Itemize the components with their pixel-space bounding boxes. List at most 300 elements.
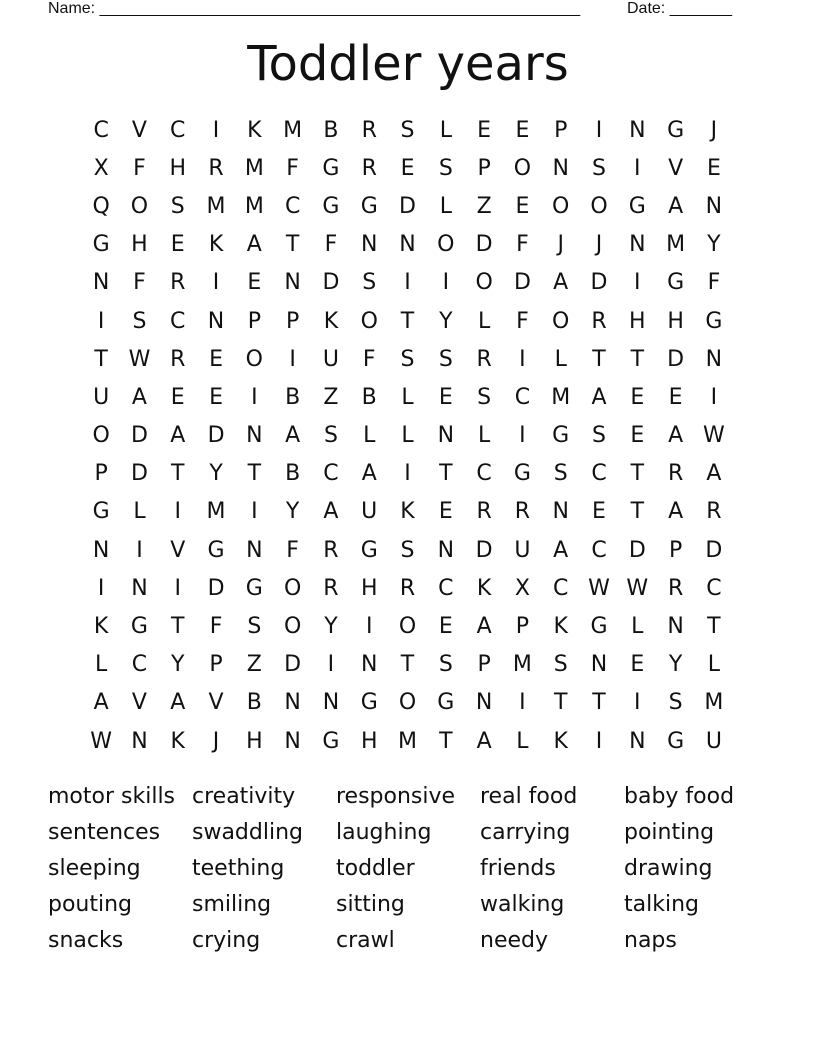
- grid-letter: G: [360, 690, 378, 716]
- grid-letter: N: [284, 270, 301, 296]
- grid-letter: M: [704, 690, 724, 716]
- grid-letter: G: [245, 575, 263, 601]
- grid-letter: N: [207, 308, 225, 334]
- grid-letter: M: [283, 117, 303, 143]
- word-list-item: crying: [192, 927, 261, 953]
- grid-letter: E: [438, 614, 453, 640]
- grid-letter: G: [92, 499, 110, 525]
- grid-letter: K: [323, 308, 339, 334]
- grid-letter: N: [590, 652, 608, 678]
- grid-letter: F: [133, 155, 146, 181]
- grid-letter: J: [212, 728, 220, 754]
- grid-letter: N: [552, 499, 569, 525]
- grid-letter: M: [398, 728, 418, 754]
- letter-grid: [82, 111, 734, 760]
- grid-letter: I: [212, 117, 220, 143]
- grid-letter: P: [247, 308, 261, 334]
- grid-letter: N: [437, 537, 455, 563]
- word-list-item: needy: [480, 927, 548, 953]
- grid-letter: L: [631, 614, 644, 640]
- grid-letter: E: [515, 117, 530, 143]
- grid-letter: C: [591, 537, 607, 563]
- grid-letter: I: [710, 384, 718, 410]
- grid-letter: U: [322, 346, 339, 372]
- date-field-label: Date: _______: [627, 0, 732, 17]
- grid-letter: B: [285, 461, 301, 487]
- grid-letter: E: [668, 384, 683, 410]
- grid-letter: G: [130, 614, 148, 640]
- grid-letter: Y: [668, 652, 683, 678]
- grid-letter: R: [667, 461, 684, 487]
- grid-letter: O: [398, 614, 417, 640]
- grid-letter: G: [628, 193, 646, 219]
- word-list-item: swaddling: [192, 820, 303, 846]
- grid-letter: I: [97, 575, 105, 601]
- grid-letter: N: [629, 728, 646, 754]
- grid-letter: R: [323, 575, 339, 601]
- grid-letter: Y: [707, 232, 721, 258]
- grid-letter: C: [438, 575, 454, 601]
- word-list-item: carrying: [480, 820, 571, 846]
- grid-letter: K: [208, 232, 224, 258]
- grid-letter: E: [209, 384, 223, 410]
- grid-letter: G: [590, 614, 608, 640]
- grid-letter: M: [512, 652, 532, 678]
- grid-letter: M: [666, 232, 686, 258]
- grid-letter: E: [170, 384, 185, 410]
- grid-letter: S: [477, 384, 492, 410]
- grid-letter: A: [668, 423, 684, 449]
- grid-letter: W: [588, 575, 610, 601]
- grid-letter: F: [133, 270, 146, 296]
- grid-letter: R: [476, 346, 492, 372]
- grid-letter: R: [476, 499, 492, 525]
- grid-letter: D: [399, 193, 416, 219]
- grid-letter: F: [362, 346, 376, 372]
- grid-letter: R: [361, 117, 377, 143]
- grid-letter: O: [360, 308, 378, 334]
- grid-letter: N: [322, 690, 340, 716]
- grid-letter: D: [667, 346, 685, 372]
- grid-letter: V: [170, 537, 186, 563]
- grid-letter: D: [590, 270, 608, 296]
- grid-letter: O: [283, 614, 302, 640]
- grid-letter: F: [209, 614, 223, 640]
- grid-letter: R: [514, 499, 531, 525]
- grid-letter: N: [705, 346, 723, 372]
- grid-letter: Z: [476, 193, 492, 219]
- grid-letter: C: [553, 575, 569, 601]
- word-list-item: smiling: [192, 891, 272, 917]
- grid-letter: A: [706, 461, 722, 487]
- grid-letter: F: [324, 232, 338, 258]
- grid-letter: Z: [246, 652, 262, 678]
- grid-letter: C: [706, 575, 722, 601]
- grid-letter: C: [591, 461, 607, 487]
- grid-letter: L: [363, 423, 376, 449]
- grid-letter: Y: [171, 652, 185, 678]
- grid-letter: P: [477, 652, 491, 678]
- grid-letter: H: [629, 308, 646, 334]
- grid-letter: I: [174, 499, 181, 525]
- grid-letter: N: [246, 423, 263, 449]
- grid-letter: D: [207, 575, 225, 601]
- grid-letter: M: [206, 499, 226, 525]
- grid-letter: J: [595, 232, 603, 258]
- grid-letter: F: [516, 232, 529, 258]
- grid-letter: E: [515, 193, 530, 219]
- grid-letter: B: [246, 690, 262, 716]
- grid-letter: W: [128, 346, 151, 372]
- grid-letter: I: [97, 308, 105, 334]
- grid-letter: I: [634, 690, 641, 716]
- grid-letter: W: [703, 423, 725, 449]
- grid-letter: R: [591, 308, 607, 334]
- grid-letter: H: [246, 728, 263, 754]
- word-list-item: baby food: [624, 784, 735, 810]
- grid-letter: R: [399, 575, 416, 601]
- grid-letter: A: [476, 614, 492, 640]
- grid-letter: T: [553, 690, 568, 716]
- grid-letter: D: [322, 270, 340, 296]
- grid-letter: S: [400, 537, 415, 563]
- grid-letter: V: [131, 690, 147, 716]
- word-list-item: responsive: [336, 784, 456, 810]
- grid-letter: I: [634, 270, 641, 296]
- grid-letter: A: [476, 728, 492, 754]
- grid-letter: I: [212, 270, 220, 296]
- grid-letter: M: [244, 193, 264, 219]
- grid-letter: I: [365, 614, 373, 640]
- grid-letter: I: [595, 117, 603, 143]
- grid-letter: G: [667, 728, 685, 754]
- grid-letter: R: [706, 499, 722, 525]
- grid-letter: H: [360, 728, 378, 754]
- grid-letter: T: [439, 461, 453, 487]
- grid-letter: A: [668, 499, 684, 525]
- word-list-item: walking: [480, 891, 565, 917]
- grid-letter: E: [630, 384, 645, 410]
- grid-letter: N: [475, 690, 493, 716]
- grid-letter: O: [92, 423, 110, 449]
- grid-letter: N: [92, 537, 110, 563]
- grid-letter: O: [590, 193, 608, 219]
- grid-letter: I: [136, 537, 143, 563]
- grid-letter: R: [667, 575, 684, 601]
- grid-letter: L: [516, 728, 529, 754]
- grid-letter: E: [438, 384, 453, 410]
- word-list-item: motor skills: [48, 784, 176, 810]
- grid-letter: N: [246, 537, 263, 563]
- grid-letter: O: [475, 270, 493, 296]
- grid-letter: A: [131, 384, 147, 410]
- grid-letter: A: [668, 193, 684, 219]
- grid-letter: E: [477, 117, 492, 143]
- grid-letter: A: [361, 461, 377, 487]
- word-list-item: creativity: [192, 784, 296, 810]
- grid-letter: I: [404, 270, 411, 296]
- grid-letter: C: [323, 461, 339, 487]
- grid-letter: K: [476, 575, 492, 601]
- grid-letter: T: [630, 346, 645, 372]
- grid-letter: M: [244, 155, 264, 181]
- word-list-item: pointing: [624, 820, 715, 846]
- grid-letter: I: [519, 690, 526, 716]
- grid-letter: P: [209, 652, 223, 678]
- grid-letter: S: [438, 652, 453, 678]
- grid-letter: E: [209, 346, 223, 372]
- grid-letter: C: [284, 193, 301, 219]
- grid-letter: G: [207, 537, 225, 563]
- grid-letter: T: [630, 499, 645, 525]
- grid-letter: L: [477, 308, 491, 334]
- grid-letter: D: [130, 461, 148, 487]
- grid-letter: D: [475, 232, 493, 258]
- grid-letter: E: [630, 652, 645, 678]
- grid-letter: E: [438, 499, 453, 525]
- grid-letter: A: [170, 690, 186, 716]
- word-list-item: friends: [480, 855, 556, 881]
- grid-letter: S: [438, 155, 453, 181]
- grid-letter: N: [284, 690, 301, 716]
- word-list-item: sentences: [48, 820, 161, 846]
- grid-letter: O: [552, 308, 570, 334]
- grid-letter: L: [439, 117, 452, 143]
- grid-letter: T: [707, 614, 721, 640]
- grid-letter: A: [246, 232, 262, 258]
- grid-letter: G: [705, 308, 723, 334]
- grid-letter: T: [94, 346, 108, 372]
- word-list-item: real food: [480, 784, 578, 810]
- grid-letter: C: [514, 384, 531, 410]
- grid-letter: J: [710, 117, 718, 143]
- word-list-item: naps: [624, 927, 677, 953]
- grid-letter: Y: [439, 308, 453, 334]
- grid-letter: R: [323, 537, 339, 563]
- grid-letter: L: [554, 346, 567, 372]
- grid-letter: N: [284, 728, 301, 754]
- grid-letter: G: [92, 232, 110, 258]
- grid-letter: C: [170, 117, 186, 143]
- grid-letter: G: [360, 193, 378, 219]
- grid-letter: E: [247, 270, 262, 296]
- grid-letter: R: [208, 155, 224, 181]
- grid-letter: E: [706, 155, 721, 181]
- grid-letter: N: [629, 232, 646, 258]
- grid-letter: A: [553, 537, 569, 563]
- word-list-item: sleeping: [48, 855, 141, 881]
- grid-letter: E: [170, 232, 185, 258]
- word-list-item: drawing: [624, 855, 713, 881]
- grid-letter: I: [289, 346, 296, 372]
- word-list-item: talking: [624, 891, 699, 917]
- grid-letter: P: [668, 537, 683, 563]
- grid-letter: X: [93, 155, 109, 181]
- grid-letter: N: [552, 155, 569, 181]
- grid-letter: T: [171, 614, 185, 640]
- grid-letter: K: [400, 499, 415, 525]
- grid-letter: T: [592, 346, 606, 372]
- grid-letter: O: [437, 232, 455, 258]
- grid-letter: N: [705, 193, 723, 219]
- grid-letter: F: [707, 270, 721, 296]
- grid-letter: K: [553, 614, 568, 640]
- grid-letter: T: [171, 461, 185, 487]
- grid-letter: C: [131, 652, 148, 678]
- grid-letter: S: [592, 423, 606, 449]
- grid-letter: K: [170, 728, 185, 754]
- word-list-item: snacks: [48, 927, 124, 953]
- header: [48, 0, 748, 20]
- grid-letter: P: [94, 461, 108, 487]
- grid-letter: I: [404, 461, 411, 487]
- grid-letter: F: [516, 308, 529, 334]
- grid-letter: N: [360, 232, 378, 258]
- grid-letter: D: [628, 537, 646, 563]
- grid-letter: O: [552, 193, 570, 219]
- grid-letter: A: [170, 423, 186, 449]
- grid-letter: I: [251, 384, 258, 410]
- word-list-item: toddler: [336, 855, 415, 881]
- grid-letter: I: [327, 652, 335, 678]
- grid-letter: S: [668, 690, 683, 716]
- grid-letter: U: [514, 537, 531, 563]
- word-list-item: pouting: [48, 891, 133, 917]
- grid-letter: T: [592, 690, 606, 716]
- grid-letter: P: [477, 155, 491, 181]
- grid-letter: L: [477, 423, 491, 449]
- grid-letter: S: [400, 117, 415, 143]
- grid-letter: D: [130, 423, 148, 449]
- grid-letter: W: [626, 575, 649, 601]
- grid-letter: A: [591, 384, 607, 410]
- name-field-label: Name: ______________________________________________________: [48, 0, 581, 17]
- grid-letter: D: [475, 537, 493, 563]
- grid-letter: U: [705, 728, 722, 754]
- grid-letter: N: [92, 270, 110, 296]
- grid-letter: G: [437, 690, 455, 716]
- grid-letter: N: [629, 117, 646, 143]
- grid-letter: V: [131, 117, 147, 143]
- grid-letter: S: [132, 308, 147, 334]
- grid-letter: H: [131, 232, 148, 258]
- grid-letter: R: [361, 155, 377, 181]
- grid-letter: G: [667, 270, 685, 296]
- grid-letter: Z: [323, 384, 339, 410]
- grid-letter: I: [442, 270, 450, 296]
- grid-letter: C: [170, 308, 186, 334]
- grid-letter: P: [554, 117, 568, 143]
- grid-letter: V: [208, 690, 224, 716]
- grid-letter: S: [400, 346, 415, 372]
- grid-letter: A: [93, 690, 109, 716]
- page-title: Toddler years: [247, 36, 569, 92]
- word-list-item: sitting: [336, 891, 405, 917]
- grid-letter: G: [322, 193, 340, 219]
- grid-letter: N: [131, 728, 148, 754]
- grid-letter: S: [170, 193, 185, 219]
- grid-letter: G: [322, 728, 340, 754]
- grid-letter: O: [283, 575, 302, 601]
- grid-letter: L: [707, 652, 721, 678]
- grid-letter: B: [361, 384, 377, 410]
- grid-letter: P: [285, 308, 300, 334]
- grid-letter: W: [90, 728, 113, 754]
- grid-letter: S: [438, 346, 453, 372]
- word-list: [48, 779, 808, 958]
- grid-letter: L: [439, 193, 452, 219]
- grid-letter: T: [439, 728, 453, 754]
- grid-letter: E: [630, 423, 645, 449]
- grid-letter: J: [557, 232, 564, 258]
- grid-letter: H: [360, 575, 378, 601]
- grid-letter: E: [400, 155, 415, 181]
- grid-letter: D: [207, 423, 225, 449]
- grid-letter: S: [553, 461, 568, 487]
- grid-letter: I: [595, 728, 603, 754]
- grid-letter: U: [93, 384, 110, 410]
- grid-letter: S: [592, 155, 606, 181]
- grid-letter: L: [401, 384, 414, 410]
- grid-letter: X: [514, 575, 530, 601]
- grid-letter: S: [362, 270, 377, 296]
- grid-letter: Y: [209, 461, 223, 487]
- grid-letter: K: [93, 614, 109, 640]
- grid-letter: S: [323, 423, 338, 449]
- grid-letter: O: [398, 690, 417, 716]
- grid-letter: N: [360, 652, 378, 678]
- grid-letter: L: [133, 499, 146, 525]
- grid-letter: L: [401, 423, 414, 449]
- grid-letter: O: [130, 193, 149, 219]
- grid-letter: T: [400, 308, 415, 334]
- grid-letter: N: [399, 232, 416, 258]
- grid-letter: T: [400, 652, 415, 678]
- grid-letter: C: [476, 461, 492, 487]
- grid-letter: I: [519, 423, 526, 449]
- grid-letter: Y: [285, 499, 300, 525]
- grid-letter: D: [284, 652, 302, 678]
- grid-letter: B: [323, 117, 339, 143]
- grid-letter: T: [630, 461, 645, 487]
- grid-letter: G: [322, 155, 340, 181]
- grid-letter: K: [553, 728, 568, 754]
- word-list-item: teething: [192, 855, 285, 881]
- grid-letter: T: [247, 461, 262, 487]
- grid-letter: O: [245, 346, 263, 372]
- grid-letter: O: [513, 155, 532, 181]
- grid-letter: L: [95, 652, 108, 678]
- grid-letter: I: [519, 346, 526, 372]
- grid-letter: S: [247, 614, 262, 640]
- grid-letter: E: [592, 499, 606, 525]
- grid-letter: S: [553, 652, 568, 678]
- grid-letter: N: [131, 575, 148, 601]
- grid-letter: I: [251, 499, 258, 525]
- grid-letter: F: [286, 155, 299, 181]
- grid-letter: R: [170, 270, 186, 296]
- grid-letter: C: [93, 117, 109, 143]
- grid-letter: D: [705, 537, 723, 563]
- grid-letter: A: [553, 270, 569, 296]
- grid-letter: M: [206, 193, 226, 219]
- grid-letter: N: [437, 423, 455, 449]
- grid-letter: Y: [324, 614, 338, 640]
- grid-letter: G: [360, 537, 378, 563]
- word-list-item: laughing: [336, 820, 432, 846]
- grid-letter: P: [515, 614, 530, 640]
- grid-letter: I: [174, 575, 181, 601]
